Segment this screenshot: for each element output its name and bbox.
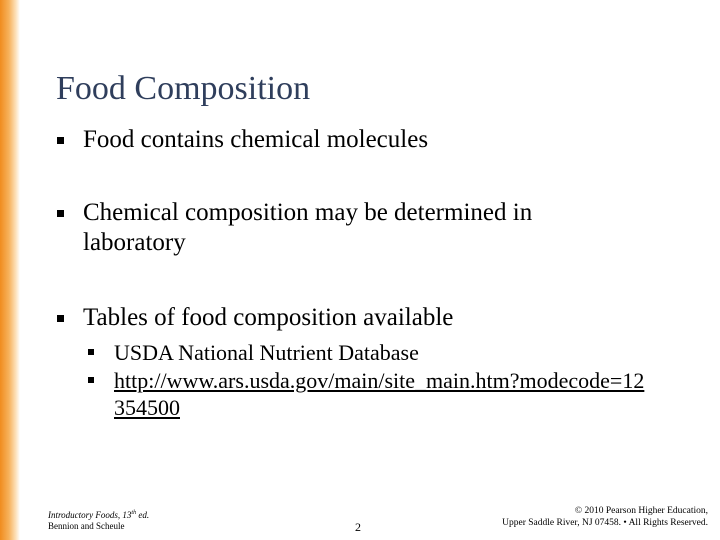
- slide-title: Food Composition: [56, 70, 311, 107]
- footer-edition-sup: th: [131, 510, 137, 516]
- sub-bullet-text: USDA National Nutrient Database: [114, 340, 419, 365]
- usda-database-link[interactable]: http://www.ars.usda.gov/main/site_main.htm?modecode=12: [114, 368, 645, 393]
- bullet-marker: [57, 315, 64, 322]
- left-accent-stripe: [0, 0, 20, 540]
- bullet-marker: [57, 137, 64, 144]
- usda-database-link-continued[interactable]: 354500: [114, 395, 180, 420]
- footer-edition-suffix: ed.: [136, 510, 150, 520]
- sub-bullet-marker: [88, 349, 94, 355]
- footer-authors: Bennion and Scheule: [48, 521, 125, 531]
- copyright-line-1: © 2010 Pearson Higher Education,: [574, 506, 708, 516]
- bullet-text: Chemical composition may be determined in: [83, 199, 533, 226]
- sub-bullet-marker: [88, 377, 94, 383]
- footer-book-title: Introductory Foods, 13: [48, 510, 132, 520]
- copyright-line-2: Upper Saddle River, NJ 07458. • All Rights Reserved.: [502, 518, 708, 528]
- footer-citation: [48, 508, 149, 532]
- page-number: 2: [355, 520, 361, 534]
- bullet-text: Food contains chemical molecules: [83, 126, 429, 153]
- footer-copyright: [502, 505, 708, 529]
- bullet-text-continued: laboratory: [83, 229, 186, 256]
- bullet-marker: [57, 210, 64, 217]
- bullet-text: Tables of food composition available: [83, 304, 454, 331]
